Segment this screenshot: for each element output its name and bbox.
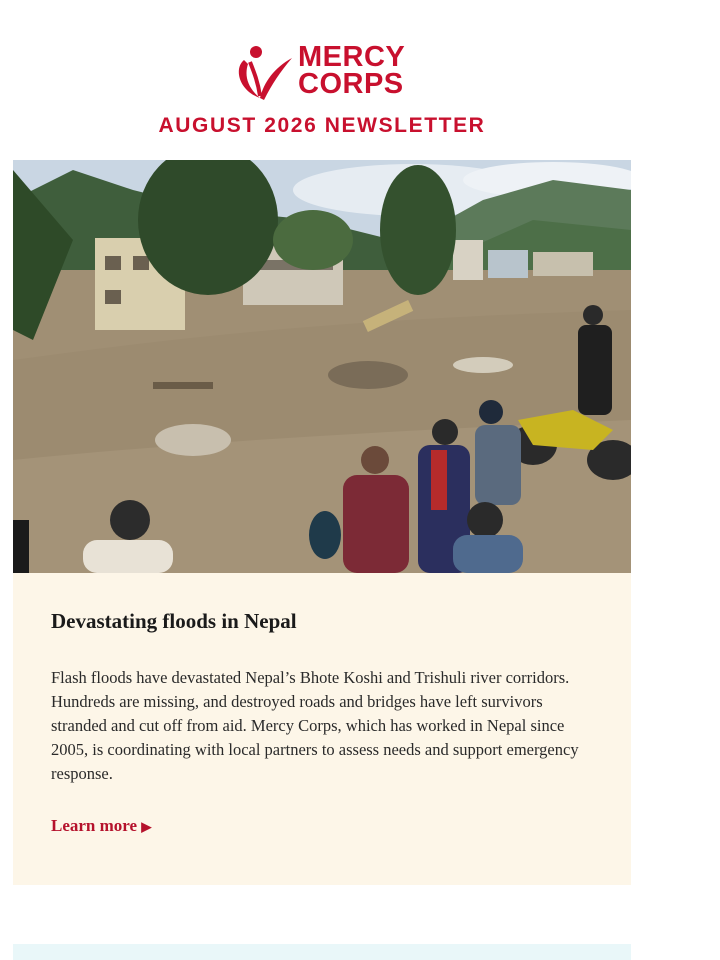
article-body: Flash floods have devastated Nepal’s Bhote Koshi and Trishuli river corridors. Hundreds are missing, and destroyed roads and bridges have left survivors stranded and cut off from aid. Mercy Corps, which has worked in Nepal since 2005, is coordinating with local partners to assess needs and support emergency response. <box>51 668 579 783</box>
mercy-corps-leaf-icon <box>230 38 296 104</box>
next-section-card <box>13 944 631 960</box>
logo-line-2: CORPS <box>298 68 404 100</box>
logo-line-1: MERCY <box>298 41 406 73</box>
newsletter-header <box>0 0 644 160</box>
article-card <box>13 573 631 885</box>
learn-more-link[interactable] <box>51 816 151 836</box>
mercy-corps-logo[interactable] <box>230 38 420 104</box>
newsletter-title: AUGUST 2026 NEWSLETTER <box>158 114 486 137</box>
hero-image[interactable] <box>13 160 631 573</box>
logo-wordmark <box>298 41 406 100</box>
learn-more-label: Learn more <box>51 816 138 835</box>
play-arrow-icon: ▶ <box>141 819 152 834</box>
flood-scene-illustration <box>13 160 631 573</box>
article-title: Devastating floods in Nepal <box>51 609 297 633</box>
